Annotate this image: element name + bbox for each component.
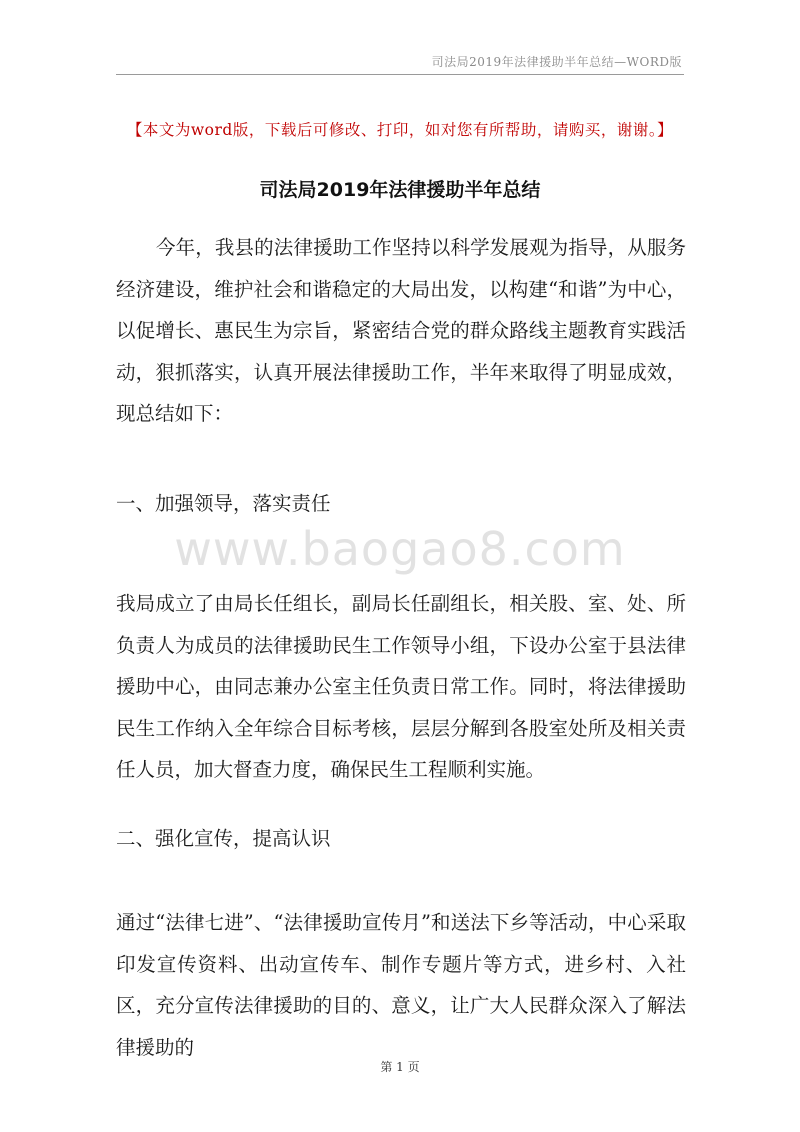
header-divider xyxy=(116,74,684,75)
section-1-heading: 一、加强领导，落实责任 xyxy=(116,492,331,515)
purchase-notice: 【本文为word版，下载后可修改、打印，如对您有所帮助，请购买，谢谢。】 xyxy=(126,121,674,139)
watermark: www.baogao8.com xyxy=(174,522,626,576)
section-2-body: 通过“法律七进”、“法律援助宣传月”和送法下乡等活动，中心采取印发宣传资料、出动宣传车、制作专题片等方式，进乡村、入社区，充分宣传法律援助的目的、意义，让广大人民群众深入了解法律援助的 xyxy=(116,911,686,1059)
running-header: 司法局2019年法律援助半年总结—WORD版 xyxy=(431,55,682,69)
document-title: 司法局2019年法律援助半年总结 xyxy=(259,179,541,201)
section-1-body: 我局成立了由局长任组长，副局长任副组长，相关股、室、处、所负责人为成员的法律援助民生工作领导小组，下设办公室于县法律援助中心，由同志兼办公室主任负责日常工作。同时，将法律援助民生工作纳入全年综合目标考核，层层分解到各股室处所及相关责任人员，加大督查力度，确保民生工程顺利实施。 xyxy=(116,592,686,781)
section-2-heading: 二、强化宣传，提高认识 xyxy=(116,827,331,850)
intro-paragraph: 今年，我县的法律援助工作坚持以科学发展观为指导，从服务经济建设，维护社会和谐稳定的大局出发，以构建“和谐”为中心，以促增长、惠民生为宗旨，紧密结合党的群众路线主题教育实践活动，狠抓落实，认真开展法律援助工作，半年来取得了明显成效，现总结如下： xyxy=(116,236,686,425)
page-number: 第 1 页 xyxy=(380,1060,420,1074)
